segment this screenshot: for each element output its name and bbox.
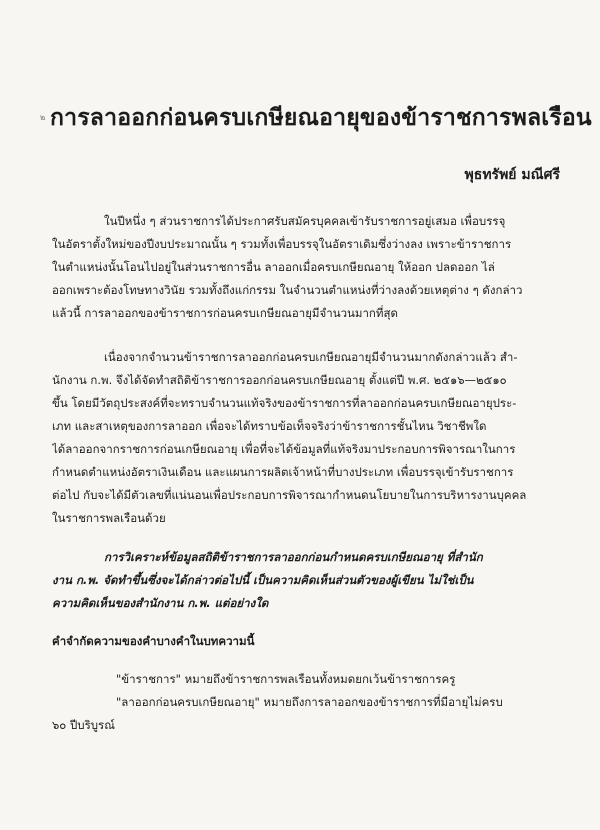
- author-name: พุธทรัพย์ มณีศรี: [464, 167, 560, 183]
- paragraph-line: กำหนดตำแหน่งอัตราเงินเดือน และแผนการผลิตเจ้าหน้าที่บางประเภท เพื่อบรรจุเข้ารับราชการ: [52, 465, 514, 479]
- paragraph-line: การวิเคราะห์ข้อมูลสถิติข้าราชการลาออกก่อนกำหนดครบเกษียณอายุ ที่สำนัก: [104, 550, 483, 564]
- paragraph-line: เภท และสาเหตุของการลาออก เพื่อจะได้ทราบข้อเท็จจริงว่าข้าราชการชั้นไหน วิชาชีพใด: [52, 419, 487, 433]
- paragraph-line: ในตำแหน่งนั้นโอนไปอยู่ในส่วนราชการอื่น ลาออกเมื่อครบเกษียณอายุ ให้ออก ปลดออก ไล่: [52, 260, 495, 274]
- article-title: การลาออกก่อนครบเกษียณอายุของข้าราชการพลเรือน: [50, 105, 592, 131]
- definitions-heading: [52, 630, 560, 653]
- paragraph-line: ต่อไป กับจะได้มีตัวเลขที่แน่นอนเพื่อประกอบการพิจารณากำหนดนโยบายในการบริหารงานบุคคล: [52, 488, 527, 502]
- definitions-list: [52, 668, 560, 737]
- paragraph-line: แล้วนี้ การลาออกของข้าราชการก่อนครบเกษียณอายุมีจำนวนมากที่สุด: [52, 306, 398, 320]
- definition-item: "ข้าราชการ" หมายถึงข้าราชการพลเรือนทั้งหมดยกเว้นข้าราชการครู: [116, 672, 456, 686]
- paragraph-disclaimer: [52, 546, 560, 615]
- paragraph-line: ได้ลาออกจากราชการก่อนเกษียณอายุ เพื่อที่จะได้ข้อมูลที่แท้จริงมาประกอบการพิจารณาในการ: [52, 442, 516, 456]
- margin-mark: ๒: [40, 113, 46, 122]
- paragraph-line: ในปีหนึ่ง ๆ ส่วนราชการได้ประกาศรับสมัครบุคคลเข้ารับราชการอยู่เสมอ เพื่อบรรจุ: [104, 214, 506, 228]
- paragraph-line: เนื่องจากจำนวนข้าราชการลาออกก่อนครบเกษียณอายุมีจำนวนมากดังกล่าวแล้ว สำ-: [104, 350, 518, 364]
- paragraph-line: ความคิดเห็นของสำนักงาน ก.พ. แต่อย่างใด: [52, 596, 269, 610]
- paragraph-line: ขึ้น โดยมีวัตถุประสงค์ที่จะทราบจำนวนแท้จริงของข้าราชการที่ลาออกก่อนครบเกษียณอายุประ-: [52, 396, 517, 410]
- paragraph-line: ในอัตราตั้งใหม่ของปีงบประมาณนั้น ๆ รวมทั้งเพื่อบรรจุในอัตราเดิมซึ่งว่างลง เพราะข้าราชการ: [52, 237, 512, 251]
- definition-continuation: ๖๐ ปีบริบูรณ์: [52, 718, 115, 732]
- paragraph-intro: [52, 210, 560, 325]
- section-heading: คำจำกัดความของคำบางคำในบทความนี้: [52, 634, 255, 648]
- paragraph-line: ในราชการพลเรือนด้วย: [52, 511, 166, 525]
- paragraph-line: นักงาน ก.พ. จึงได้จัดทำสถิติข้าราชการออกก่อนครบเกษียณอายุ ตั้งแต่ปี พ.ศ. ๒๕๑๖—๒๕๑๐: [52, 373, 507, 387]
- paragraph-line: ออกเพราะต้องโทษทางวินัย รวมทั้งถึงแก่กรรม ในจำนวนตำแหน่งที่ว่างลงด้วยเหตุต่าง ๆ ดังกล่าว: [52, 283, 523, 297]
- paragraph-statistics: [52, 346, 560, 530]
- paragraph-line: งาน ก.พ. จัดทำขึ้นซึ่งจะได้กล่าวต่อไปนี้ เป็นความคิดเห็นส่วนตัวของผู้เขียน ไม่ใช่เป็น: [52, 573, 474, 587]
- definition-item: "ลาออกก่อนครบเกษียณอายุ" หมายถึงการลาออกของข้าราชการที่มีอายุไม่ครบ: [116, 695, 503, 709]
